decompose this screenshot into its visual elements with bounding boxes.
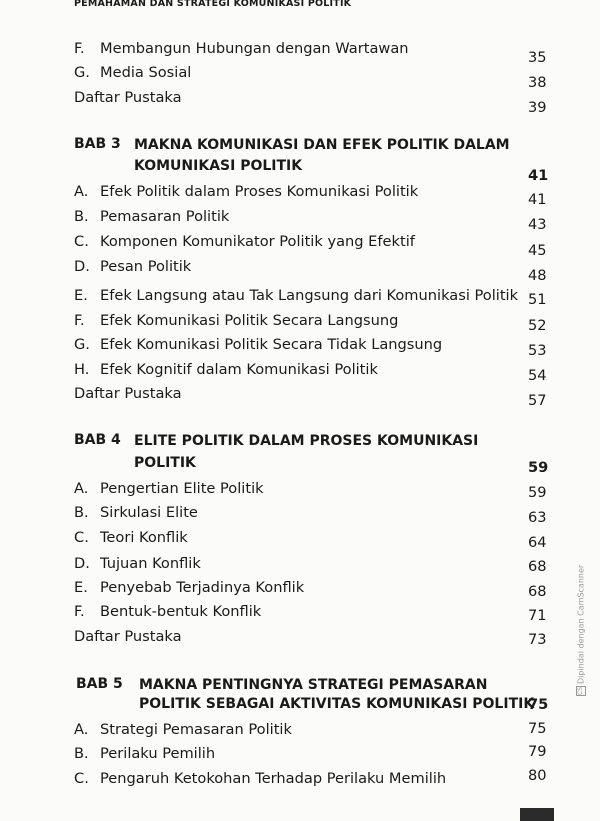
chapter-label: BAB 3 [74, 136, 121, 152]
toc-page-number: 63 [528, 509, 547, 526]
toc-letter: D. [74, 258, 90, 275]
toc-entry: Sirkulasi Elite [100, 504, 198, 521]
toc-entry: Pengaruh Ketokohan Terhadap Perilaku Memilih [100, 770, 447, 787]
toc-entry: Pesan Politik [100, 258, 192, 275]
toc-letter: E. [74, 287, 88, 304]
toc-page-number: 52 [528, 317, 547, 334]
chapter-label: BAB 5 [76, 676, 123, 692]
toc-page-number: 54 [528, 367, 547, 384]
toc-letter: A. [74, 721, 89, 738]
toc-page-number: 73 [528, 631, 547, 648]
page-edge-mark [520, 808, 554, 821]
toc-bibliography: Daftar Pustaka [74, 385, 182, 402]
toc-letter: F. [74, 40, 85, 57]
toc-entry: Teori Konflik [100, 529, 188, 546]
chapter-title: POLITIK [134, 455, 196, 471]
toc-letter: G. [74, 336, 90, 353]
chapter-page-number: 41 [528, 167, 549, 184]
toc-entry: Efek Kognitif dalam Komunikasi Politik [100, 361, 378, 378]
toc-page-number: 57 [528, 392, 547, 409]
toc-entry: Tujuan Konflik [100, 555, 201, 572]
toc-entry: Efek Langsung atau Tak Langsung dari Komunikasi Politik [100, 287, 519, 304]
toc-entry: Komponen Komunikator Politik yang Efektif [100, 233, 415, 250]
toc-letter: H. [74, 361, 90, 378]
toc-letter: F. [74, 312, 85, 329]
toc-page-number: 68 [528, 583, 547, 600]
toc-entry: Efek Komunikasi Politik Secara Langsung [100, 312, 399, 329]
toc-page-number: 41 [528, 191, 547, 208]
toc-page-number: 35 [528, 49, 547, 66]
toc-entry: Penyebab Terjadinya Konflik [100, 579, 305, 596]
toc-page-number: 51 [528, 291, 547, 308]
toc-entry: Efek Politik dalam Proses Komunikasi Politik [100, 183, 419, 200]
toc-page-number: 71 [528, 607, 547, 624]
toc-page-number: 38 [528, 74, 547, 91]
toc-entry: Membangun Hubungan dengan Wartawan [100, 40, 409, 57]
toc-page-number: 68 [528, 558, 547, 575]
scanner-text: Dipindai dengan CamScanner [576, 564, 586, 684]
toc-letter: G. [74, 64, 90, 81]
toc-bibliography: Daftar Pustaka [74, 628, 182, 645]
toc-entry: Strategi Pemasaran Politik [100, 721, 292, 738]
toc-letter: B. [74, 208, 89, 225]
toc-page-number: 39 [528, 99, 547, 116]
toc-letter: C. [74, 529, 89, 546]
chapter-title: KOMUNIKASI POLITIK [134, 158, 303, 174]
toc-page-number: 43 [528, 216, 547, 233]
toc-page-number: 75 [528, 720, 547, 737]
running-head: PEMAHAMAN DAN STRATEGI KOMUNIKASI POLITIK [74, 0, 352, 9]
toc-letter: A. [74, 480, 89, 497]
toc-page-number: 45 [528, 242, 547, 259]
toc-page-number: 79 [528, 743, 547, 760]
chapter-title: POLITIK SEBAGAI AKTIVITAS KOMUNIKASI POLITIK [139, 696, 535, 712]
toc-page-number: 53 [528, 342, 547, 359]
camscanner-icon: CS [577, 687, 584, 695]
chapter-page-number: 75 [528, 696, 549, 713]
chapter-title: MAKNA PENTINGNYA STRATEGI PEMASARAN [139, 677, 488, 693]
toc-letter: E. [74, 579, 88, 596]
toc-letter: B. [74, 745, 89, 762]
toc-entry: Pengertian Elite Politik [100, 480, 264, 497]
toc-letter: C. [74, 770, 89, 787]
toc-entry: Media Sosial [100, 64, 192, 81]
chapter-page-number: 59 [528, 459, 549, 476]
toc-page-number: 59 [528, 484, 547, 501]
toc-entry: Efek Komunikasi Politik Secara Tidak Langsung [100, 336, 443, 353]
toc-page-number: 48 [528, 267, 547, 284]
chapter-label: BAB 4 [74, 432, 121, 448]
toc-letter: F. [74, 603, 85, 620]
toc-entry: Pemasaran Politik [100, 208, 230, 225]
toc-letter: D. [74, 555, 90, 572]
scanner-watermark [576, 565, 586, 696]
toc-letter: C. [74, 233, 89, 250]
toc-bibliography: Daftar Pustaka [74, 89, 182, 106]
chapter-title: MAKNA KOMUNIKASI DAN EFEK POLITIK DALAM [134, 137, 510, 153]
chapter-title: ELITE POLITIK DALAM PROSES KOMUNIKASI [134, 433, 479, 449]
toc-entry: Perilaku Pemilih [100, 745, 216, 762]
toc-page-number: 80 [528, 767, 547, 784]
toc-entry: Bentuk-bentuk Konflik [100, 603, 262, 620]
toc-letter: B. [74, 504, 89, 521]
toc-letter: A. [74, 183, 89, 200]
toc-page-number: 64 [528, 534, 547, 551]
